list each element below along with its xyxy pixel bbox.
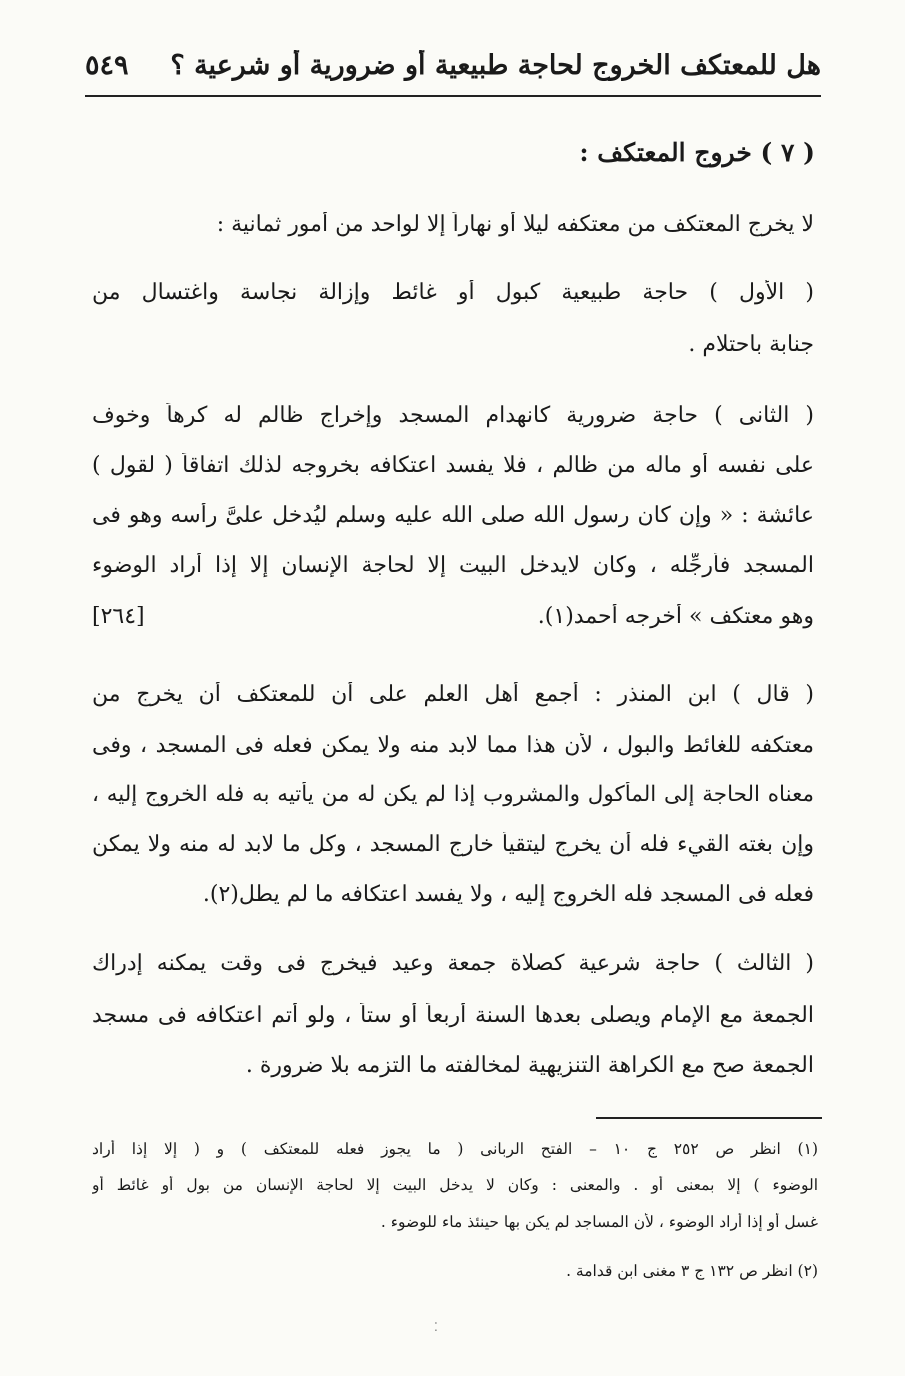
paragraph-3-line-1: ( الثانى ) حاجة ضرورية كانهدام المسجد وإخراج ظالم له كرهاً وخوف	[92, 403, 814, 428]
running-title: هل للمعتكف الخروج لحاجة طبيعية أو ضرورية أو شرعية ؟	[170, 49, 821, 81]
paragraph-3-line-5: وهو معتكف » أخرجه أحمد(١).	[537, 604, 814, 629]
paragraph-3-line-4: المسجد فأرجِّله ، وكان لايدخل البيت إلا لحاجة الإنسان إلا إذا أراد الوضوء	[92, 553, 814, 578]
paragraph-5-line-3: الجمعة صح مع الكراهة التنزيهية لمخالفته ما التزمه بلا ضرورة .	[245, 1053, 814, 1078]
paragraph-4-line-2: معتكفه للغائط والبول ، لأن هذا مما لابد منه ولا يمكن فعله فى المسجد ، وفى	[92, 733, 814, 758]
page-header	[85, 40, 821, 90]
page-smudge-mark: ⁚	[434, 1320, 438, 1334]
paragraph-2-line-2: جنابة باحتلام .	[688, 332, 814, 357]
paragraph-3-line-3: عائشة : « وإن كان رسول الله صلى الله عليه وسلم ليُدخل علىَّ رأسه وهو فى	[92, 503, 814, 528]
paragraph-5-line-1: ( الثالث ) حاجة شرعية كصلاة جمعة وعيد فيخرج فى وقت يمكنه إدراك	[92, 951, 814, 976]
footnote-2-line-1: (٢) انظر ص ١٣٢ ج ٣ مغنى ابن قدامة .	[566, 1262, 818, 1280]
paragraph-3-line-2: على نفسه أو ماله من ظالم ، فلا يفسد اعتكافه بخروجه لذلك اتفاقاً ( لقول )	[92, 453, 814, 478]
page-number: ٥٤٩	[85, 49, 129, 81]
footnote-1-line-3: غسل أو إذا أراد الوضوء ، لأن المساجد لم يكن بها حينئذ ماء للوضوء .	[380, 1213, 818, 1231]
paragraph-5-line-2: الجمعة مع الإمام ويصلى بعدها السنة أربعاً أو ستاً ، ولو أتم اعتكافه فى مسجد	[92, 1003, 814, 1028]
paragraph-4-line-3: معناه الحاجة إلى المأكول والمشروب إذا لم يكن له من يأتيه به فله الخروج إليه ،	[92, 782, 814, 807]
paragraph-4-line-1: ( قال ) ابن المنذر : أجمع أهل العلم على أن للمعتكف أن يخرج من	[92, 682, 814, 707]
footnote-1-line-1: (١) انظر ص ٢٥٢ ج ١٠ – الفتح الربانى ( ما يجوز فعله للمعتكف ) و ( إلا إذا أراد	[92, 1140, 818, 1158]
paragraph-2-line-1: ( الأول ) حاجة طبيعية كبول أو غائط وإزالة نجاسة واغتسال من	[92, 280, 814, 305]
paragraph-1-line-1: لا يخرج المعتكف من معتكفه ليلا أو نهاراً إلا لواحد من أمور ثمانية :	[216, 212, 814, 237]
section-heading: ( ٧ ) خروج المعتكف :	[579, 138, 815, 167]
footnote-rule	[596, 1117, 822, 1119]
header-rule	[85, 95, 821, 97]
hadith-reference-number: [٢٦٤]	[92, 604, 145, 629]
paragraph-4-line-4: وإن بغته القيء فله أن يخرج ليتقيأ خارج المسجد ، وكل ما لابد له منه ولا يمكن	[92, 832, 814, 857]
footnote-1-line-2: الوضوء ) إلا بمعنى أو . والمعنى : وكان لا يدخل البيت إلا لحاجة الإنسان من بول أو غائط أو	[92, 1176, 818, 1194]
paragraph-4-line-5: فعله فى المسجد فله الخروج إليه ، ولا يفسد اعتكافه ما لم يطل(٢).	[202, 882, 814, 907]
